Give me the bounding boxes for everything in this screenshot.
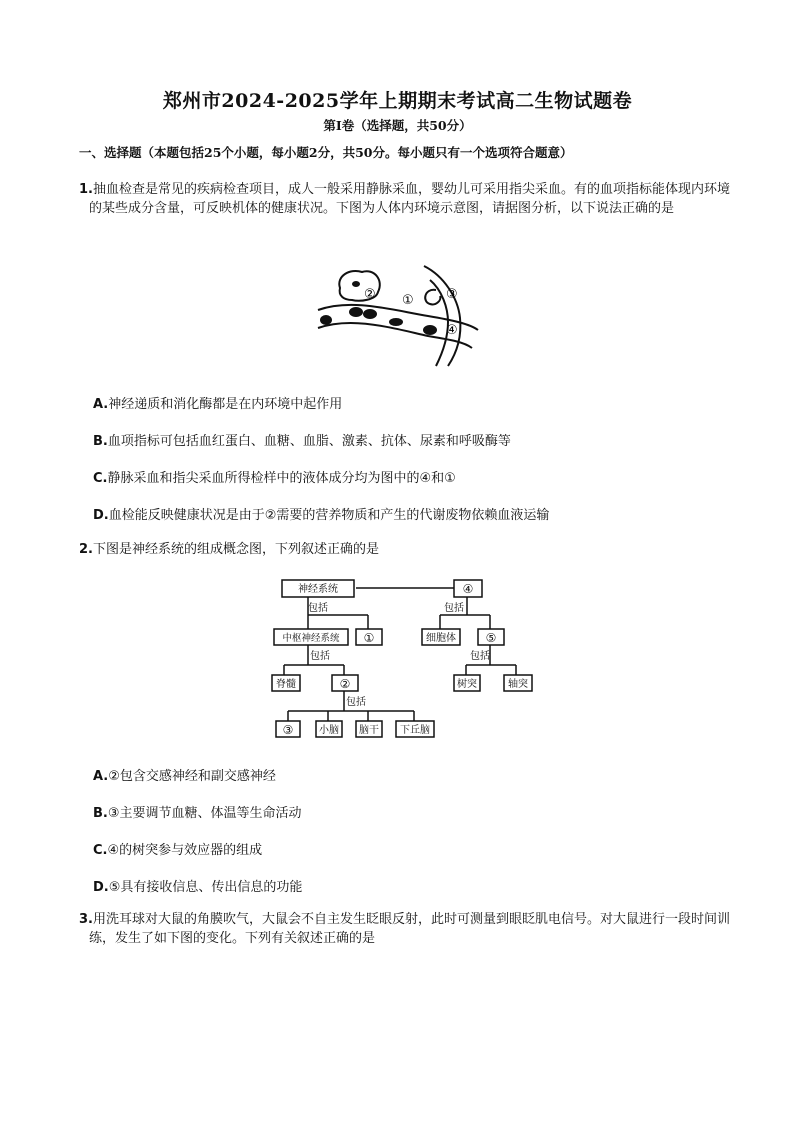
node-soma: 细胞体 bbox=[426, 633, 456, 644]
question-number: 2. bbox=[79, 542, 93, 557]
question-1-stem bbox=[79, 180, 734, 218]
option-d: D.血检能反映健康状况是由于②需要的营养物质和产生的代谢废物依赖血液运输 bbox=[93, 508, 550, 523]
figure-label-2: ② bbox=[364, 287, 376, 302]
figure-label-4: ④ bbox=[446, 323, 458, 338]
blood-cell-shape bbox=[389, 318, 403, 326]
option-c: C.④的树突参与效应器的组成 bbox=[93, 843, 263, 858]
inner-environment-figure bbox=[312, 258, 482, 370]
include-label: 包括 bbox=[310, 651, 330, 662]
blood-cell-shape bbox=[423, 325, 437, 335]
figure-label-1: ① bbox=[402, 293, 414, 308]
question-text: 下图是神经系统的组成概念图，下列叙述正确的是 bbox=[92, 542, 379, 557]
option-b: B.血项指标可包括血红蛋白、血糖、血脂、激素、抗体、尿素和呼吸酶等 bbox=[93, 434, 511, 449]
lymph-capillary-end bbox=[425, 290, 440, 305]
figure-label-3: ③ bbox=[446, 287, 458, 302]
node-brainstem: 脑干 bbox=[359, 725, 379, 736]
include-label: 包括 bbox=[346, 697, 366, 708]
node-2: ② bbox=[339, 677, 351, 691]
option-d: D.⑤具有接收信息、传出信息的功能 bbox=[93, 880, 303, 895]
include-label: 包括 bbox=[308, 603, 328, 614]
node-axon: 轴突 bbox=[508, 679, 528, 690]
node-cerebellum: 小脑 bbox=[319, 725, 339, 736]
node-5: ⑤ bbox=[485, 631, 497, 645]
nervous-system-concept-map bbox=[268, 575, 538, 745]
include-label: 包括 bbox=[444, 603, 464, 614]
include-label: 包括 bbox=[470, 651, 490, 662]
blood-cell-shape bbox=[363, 309, 377, 319]
node-cns: 中枢神经系统 bbox=[282, 633, 340, 644]
option-a: A.神经递质和消化酶都是在内环境中起作用 bbox=[93, 397, 343, 412]
question-text: 用洗耳球对大鼠的角膜吹气，大鼠会不自主发生眨眼反射，此时可测量到眼眨肌电信号。对大鼠进行一段时间训练，发生了如下图的变化。下列有关叙述正确的是 bbox=[89, 912, 730, 946]
node-hypothalamus: 下丘脑 bbox=[400, 725, 430, 736]
page-title: 郑州市2024-2025学年上期期末考试高二生物试题卷 bbox=[162, 90, 633, 112]
section-heading: 一、选择题（本题包括25个小题，每小题2分，共50分。每小题只有一个选项符合题意） bbox=[79, 145, 573, 160]
cell-nucleus-shape bbox=[352, 281, 360, 287]
node-nervous-system: 神经系统 bbox=[298, 584, 338, 595]
node-4: ④ bbox=[462, 582, 474, 596]
option-a: A.②包含交感神经和副交感神经 bbox=[93, 769, 276, 784]
question-2-stem bbox=[79, 540, 724, 559]
node-spinal-cord: 脊髓 bbox=[276, 679, 296, 690]
page-subtitle: 第Ⅰ卷（选择题，共50分） bbox=[323, 118, 472, 133]
question-number: 3. bbox=[79, 912, 93, 927]
node-dendrite: 树突 bbox=[457, 679, 477, 690]
option-c: C.静脉采血和指尖采血所得检样中的液体成分均为图中的④和① bbox=[93, 471, 456, 486]
node-3: ③ bbox=[282, 723, 294, 737]
blood-cell-shape bbox=[320, 315, 332, 325]
question-3-stem bbox=[79, 910, 734, 948]
node-1: ① bbox=[363, 631, 375, 645]
option-b: B.③主要调节血糖、体温等生命活动 bbox=[93, 806, 302, 821]
blood-cell-shape bbox=[349, 307, 363, 317]
question-number: 1. bbox=[79, 182, 93, 197]
question-text: 抽血检查是常见的疾病检查项目，成人一般采用静脉采血，婴幼儿可采用指尖采血。有的血项指标能体现内环境的某些成分含量，可反映机体的健康状况。下图为人体内环境示意图，请据图分析，以下说法正确的是 bbox=[89, 182, 730, 216]
